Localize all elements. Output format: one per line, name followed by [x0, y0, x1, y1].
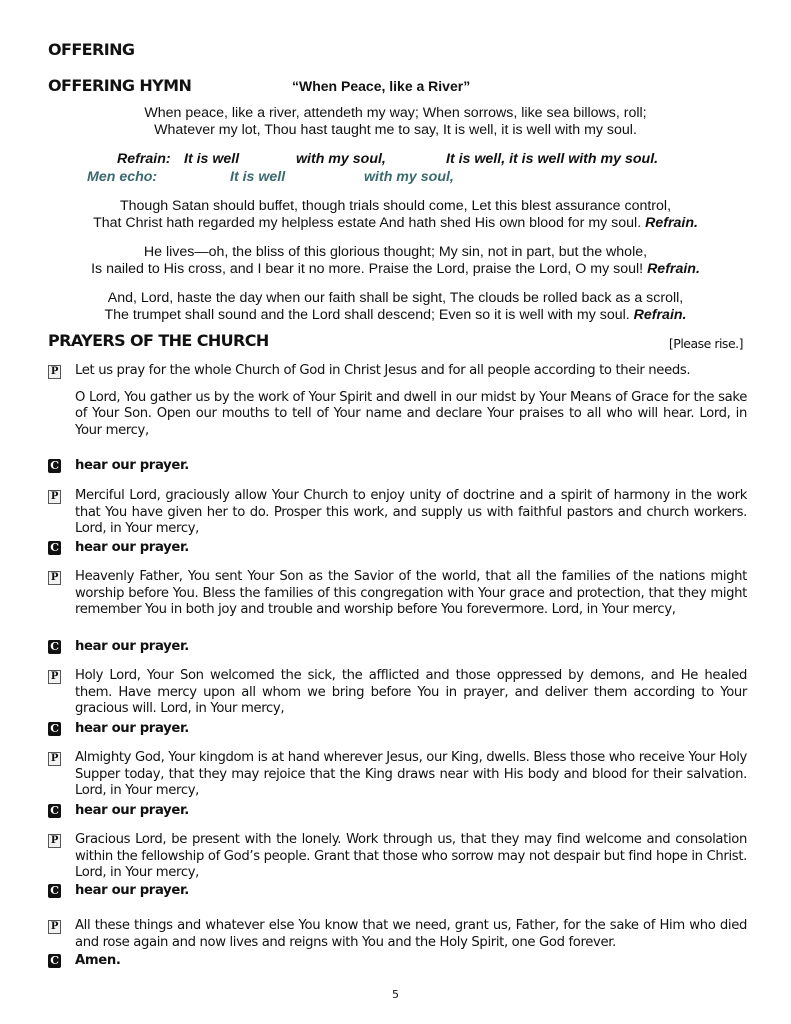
- verse-line-with-refrain: [40, 261, 751, 278]
- pastor-marker-icon: P: [48, 834, 61, 848]
- hymn-verse-3: [40, 244, 751, 278]
- response-text: hear our prayer.: [75, 540, 189, 555]
- congregation-marker-icon: C: [48, 459, 61, 473]
- response-7: [48, 953, 121, 969]
- pastor-marker-icon: P: [48, 670, 61, 684]
- petition-6: [48, 832, 747, 882]
- echo-label: Men echo:: [87, 169, 158, 185]
- verse-line: That Christ hath regarded my helpless estate And hath shed His own blood for my soul.: [93, 215, 642, 231]
- petition-5: [48, 750, 747, 800]
- congregation-marker-icon: C: [48, 541, 61, 555]
- rubric-please-rise: [Please rise.]: [668, 336, 743, 351]
- congregation-marker-icon: C: [48, 804, 61, 818]
- petition-text: Merciful Lord, graciously allow Your Church to enjoy unity of doctrine and a spirit of harmony in the work that You have given her to do. Prosper this work, and supply us with faithful pastors and church workers. Lord, in Your mercy,: [75, 488, 747, 536]
- response-6: [48, 883, 189, 899]
- response-text: hear our prayer.: [75, 458, 189, 473]
- prayers-heading: PRAYERS OF THE CHURCH: [48, 331, 269, 350]
- response-text: hear our prayer.: [75, 883, 189, 898]
- offering-hymn-heading: OFFERING HYMN: [48, 76, 192, 95]
- verse-line-with-refrain: [40, 215, 751, 232]
- verse-line-with-refrain: [40, 307, 751, 324]
- verse-line: He lives—oh, the bliss of this glorious thought; My sin, not in part, but the whole,: [143, 244, 648, 260]
- response-4: [48, 721, 189, 737]
- refrain-label: Refrain:: [117, 151, 171, 167]
- verse-line: When peace, like a river, attendeth my way; When sorrows, like sea billows, roll;: [144, 105, 647, 121]
- petition-7: [48, 918, 747, 951]
- pastor-marker-icon: P: [48, 571, 61, 585]
- response-5: [48, 803, 189, 819]
- pastor-marker-icon: P: [48, 752, 61, 766]
- verse-line: Though Satan should buffet, though trials should come, Let this blest assurance control,: [119, 198, 672, 214]
- petition-text: O Lord, You gather us by the work of Your Spirit and dwell in our midst by Your Means of Grace for the sake of Your Son. Open our mouths to tell of Your name and declare Your praises to all who will hear. Lord, in Your mercy,: [75, 389, 747, 438]
- petition-1: [48, 363, 747, 439]
- petition-text: Heavenly Father, You sent Your Son as the Savior of the world, that all the families of the nations might worship before You. Bless the families of this congregation with Your grace and protection, that they might remember You in both joy and trouble and worship before You forevermore. Lord, in Your mercy,: [75, 569, 747, 617]
- petition-3: [48, 569, 747, 619]
- pastor-marker-icon: P: [48, 365, 61, 379]
- response-text: hear our prayer.: [75, 803, 189, 818]
- hymn-verse-2: [40, 198, 751, 232]
- response-text: hear our prayer.: [75, 639, 189, 654]
- response-2: [48, 540, 189, 556]
- pastor-marker-icon: P: [48, 490, 61, 504]
- congregation-marker-icon: C: [48, 640, 61, 654]
- petition-2: [48, 488, 747, 538]
- echo-part-1: It is well: [230, 169, 286, 185]
- hymn-verse-4: [40, 290, 751, 324]
- verse-line: Is nailed to His cross, and I bear it no more. Praise the Lord, praise the Lord, O my soul!: [91, 261, 644, 277]
- petition-text: All these things and whatever else You know that we need, grant us, Father, for the sake of Him who died and rose again and now lives and reigns with You and the Holy Spirit, one God forever.: [75, 918, 747, 950]
- echo-part-2: with my soul,: [364, 169, 454, 185]
- verse-line: And, Lord, haste the day when our faith shall be sight, The clouds be rolled back as a scroll,: [107, 290, 684, 306]
- verse-line: The trumpet shall sound and the Lord shall descend; Even so it is well with my soul.: [104, 307, 630, 323]
- pastor-marker-icon: P: [48, 920, 61, 934]
- petition-text: Holy Lord, Your Son welcomed the sick, the afflicted and those oppressed by demons, and He healed them. Have mercy upon all whom we bring before You in prayer, and deliver them according to Your gracious will. Lord, in Your mercy,: [75, 668, 747, 716]
- petition-text: Let us pray for the whole Church of God in Christ Jesus and for all people according to their needs.: [75, 363, 691, 378]
- refrain-mark: Refrain.: [647, 261, 700, 277]
- response-3: [48, 639, 189, 655]
- verse-line: Whatever my lot, Thou hast taught me to say, It is well, it is well with my soul.: [154, 122, 637, 138]
- petition-4: [48, 668, 747, 718]
- refrain-mark: Refrain.: [645, 215, 698, 231]
- offering-heading: OFFERING: [48, 40, 135, 59]
- response-text: hear our prayer.: [75, 721, 189, 736]
- refrain-part-2: with my soul,: [296, 151, 386, 167]
- refrain-part-1: It is well: [184, 151, 240, 167]
- petition-text: Gracious Lord, be present with the lonely. Work through us, that they may find welcome and consolation within the fellowship of God’s people. Grant that those who sorrow may not despair but find hope in Christ. Lord, in Your mercy,: [75, 832, 747, 880]
- congregation-marker-icon: C: [48, 722, 61, 736]
- refrain-mark: Refrain.: [633, 307, 687, 323]
- response-text: Amen.: [75, 953, 121, 968]
- response-1: [48, 458, 189, 474]
- hymn-verse-1: [40, 105, 751, 139]
- hymn-title: “When Peace, like a River”: [292, 78, 471, 94]
- congregation-marker-icon: C: [48, 884, 61, 898]
- congregation-marker-icon: C: [48, 954, 61, 968]
- refrain-part-3: It is well, it is well with my soul.: [446, 151, 659, 167]
- petition-text: Almighty God, Your kingdom is at hand wherever Jesus, our King, dwells. Bless those who receive Your Holy Supper today, that they may rejoice that the King draws near with His body and blood for their salvation. Lord, in Your mercy,: [75, 750, 747, 798]
- page-number: 5: [392, 988, 399, 1001]
